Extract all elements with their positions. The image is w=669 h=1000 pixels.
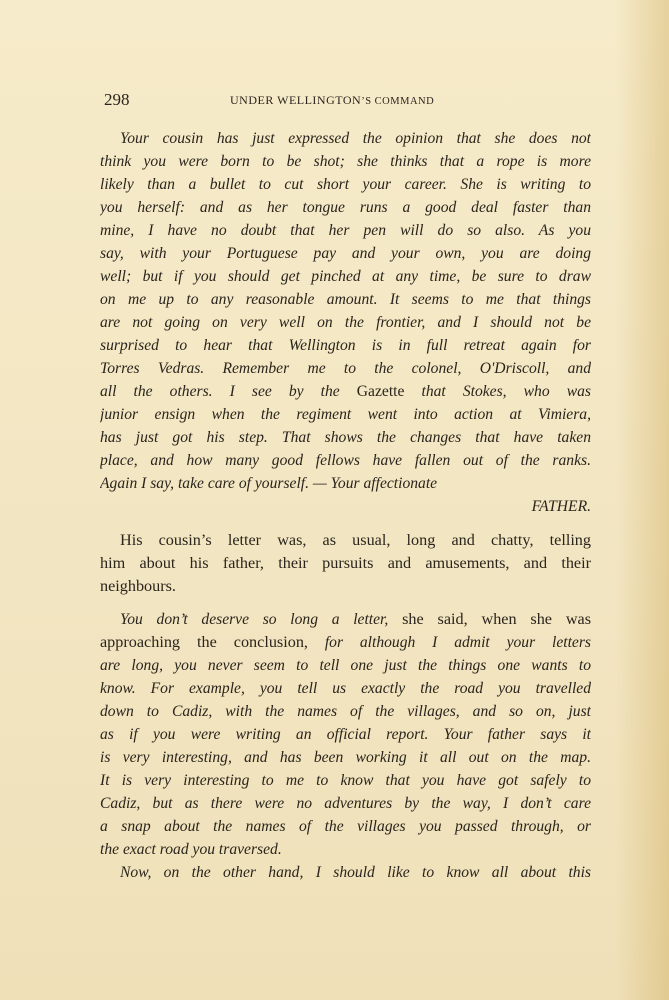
letter-line: junior ensign when the regiment went into action at Vimiera, xyxy=(100,406,591,423)
cousin-letter xyxy=(100,608,591,884)
letter-line: Again I say, take care of yourself. — Your affectionate xyxy=(100,475,438,492)
cousin-line-mixed xyxy=(100,608,591,631)
letter-line: well; but if you should get pinched at any time, be sure to draw xyxy=(100,268,591,285)
letter-line-gazette xyxy=(100,380,591,403)
page-number: 298 xyxy=(104,90,130,109)
running-head xyxy=(230,93,434,108)
letter-text: that Stokes, who was xyxy=(421,383,591,400)
letter-text: all the others. I see by the xyxy=(100,383,340,400)
paragraph-gap xyxy=(100,598,591,608)
cousin-line-mixed xyxy=(100,631,591,654)
father-letter xyxy=(100,127,591,518)
letter-signature: FATHER. xyxy=(531,498,591,515)
cousin-line: Cadiz, but as there were no adventures by the way, I don’t care xyxy=(100,795,591,812)
gazette-word: Gazette xyxy=(356,383,405,400)
cousin-line: know. For example, you tell us exactly the road you travelled xyxy=(100,680,591,697)
letter-line: place, and how many good fellows have fallen out of the ranks. xyxy=(100,452,591,469)
letter-line: mine, I have no doubt that her pen will do so also. As you xyxy=(100,222,591,239)
narrative-paragraph xyxy=(100,529,591,598)
letter-line: likely than a bullet to cut short your career. She is writing to xyxy=(100,176,591,193)
letter-line: are not going on very well on the frontier, and I should not be xyxy=(100,314,591,331)
running-head-title-end: ’S COMMAND xyxy=(361,96,435,107)
cousin-line: a snap about the names of the villages you passed through, or xyxy=(100,818,591,835)
letter-line: say, with your Portuguese pay and your own, you are doing xyxy=(100,245,591,262)
cousin-line: the exact road you traversed. xyxy=(100,841,282,858)
cousin-line: Now, on the other hand, I should like to know all about this xyxy=(120,864,591,881)
cousin-line: is very interesting, and has been working it all out on the map. xyxy=(100,749,591,766)
letter-line: has just got his step. That shows the changes that have taken xyxy=(100,429,591,446)
narrative-line: His cousin’s letter was, as usual, long and chatty, telling xyxy=(120,531,591,549)
letter-line: surprised to hear that Wellington is in full retreat again for xyxy=(100,337,591,354)
running-head-title: UNDER WELLINGTON xyxy=(230,93,362,107)
cousin-text-roman: she said, when she was xyxy=(388,610,591,628)
page-header xyxy=(104,90,584,110)
letter-line: Torres Vedras. Remember me to the colonel, O'Driscoll, and xyxy=(100,360,591,377)
letter-line: think you were born to be shot; she thinks that a rope is more xyxy=(100,153,591,170)
letter-line: you herself: and as her tongue runs a good deal faster than xyxy=(100,199,591,216)
cousin-line: are long, you never seem to tell one just the things one wants to xyxy=(100,657,591,674)
cousin-text-italic: You don’t deserve so long a letter, xyxy=(120,611,389,628)
letter-line: Your cousin has just expressed the opinion that she does not xyxy=(120,130,591,147)
cousin-text-italic: for although I admit your letters xyxy=(307,634,591,651)
cousin-line: down to Cadiz, with the names of the villages, and so on, just xyxy=(100,703,591,720)
letter-line: on me up to any reasonable amount. It seems to me that things xyxy=(100,291,591,308)
cousin-line: It is very interesting to me to know that you have got safely to xyxy=(100,772,591,789)
paragraph-gap xyxy=(100,518,591,529)
narrative-line: neighbours. xyxy=(100,577,176,595)
body-text xyxy=(100,127,591,884)
cousin-line: as if you were writing an official report. Your father says it xyxy=(100,726,591,743)
cousin-text-roman: approaching the conclusion, xyxy=(100,633,308,651)
narrative-line: him about his father, their pursuits and amusements, and their xyxy=(100,554,591,572)
